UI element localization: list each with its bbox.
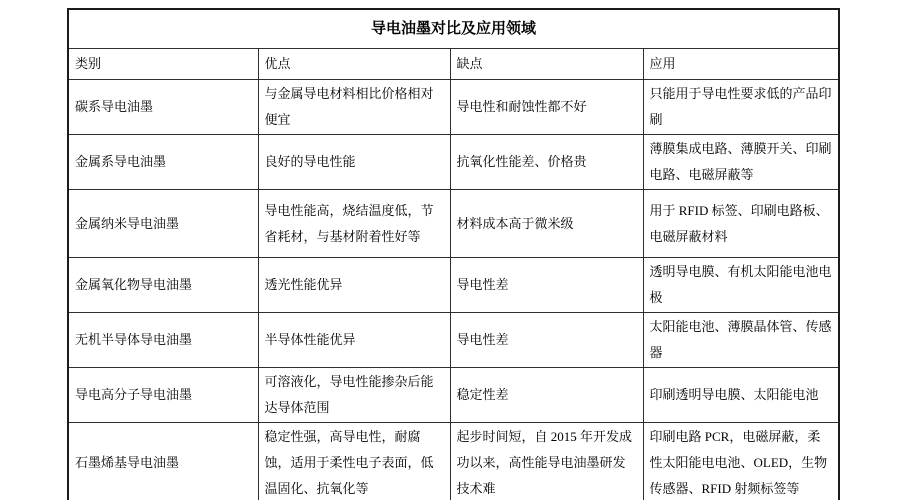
- cell-pros: 可溶液化，导电性能掺杂后能达导体范围: [258, 368, 450, 423]
- table-row: [68, 313, 839, 368]
- column-header-cons: 缺点: [450, 49, 643, 80]
- column-header-pros: 优点: [258, 49, 450, 80]
- cell-cons: 材料成本高于微米级: [450, 190, 643, 258]
- cell-category: 金属系导电油墨: [68, 135, 258, 190]
- table-header-row: [68, 49, 839, 80]
- cell-cons: 抗氧化性能差、价格贵: [450, 135, 643, 190]
- table-title-row: [68, 9, 839, 49]
- cell-category: 碳系导电油墨: [68, 80, 258, 135]
- table-row: [68, 135, 839, 190]
- cell-pros: 稳定性强，高导电性，耐腐蚀，适用于柔性电子表面，低温固化、抗氧化等: [258, 423, 450, 500]
- table-row: [68, 423, 839, 500]
- cell-applications: 薄膜集成电路、薄膜开关、印刷电路、电磁屏蔽等: [643, 135, 839, 190]
- table-row: [68, 258, 839, 313]
- cell-applications: 印刷透明导电膜、太阳能电池: [643, 368, 839, 423]
- cell-category: 导电高分子导电油墨: [68, 368, 258, 423]
- conductive-ink-table: [67, 8, 840, 500]
- cell-applications: 只能用于导电性要求低的产品印刷: [643, 80, 839, 135]
- cell-category: 无机半导体导电油墨: [68, 313, 258, 368]
- cell-category: 金属氧化物导电油墨: [68, 258, 258, 313]
- cell-pros: 半导体性能优异: [258, 313, 450, 368]
- table-row: [68, 368, 839, 423]
- table-body: [68, 80, 839, 500]
- cell-cons: 起步时间短，自 2015 年开发成功以来，高性能导电油墨研发技术难: [450, 423, 643, 500]
- cell-applications: 印刷电路 PCR，电磁屏蔽，柔性太阳能电电池、OLED，生物传感器、RFID 射频标签等: [643, 423, 839, 500]
- table-row: [68, 190, 839, 258]
- cell-pros: 良好的导电性能: [258, 135, 450, 190]
- cell-applications: 太阳能电池、薄膜晶体管、传感器: [643, 313, 839, 368]
- cell-pros: 导电性能高，烧结温度低，节省耗材，与基材附着性好等: [258, 190, 450, 258]
- column-header-category: 类别: [68, 49, 258, 80]
- cell-category: 金属纳米导电油墨: [68, 190, 258, 258]
- table-row: [68, 80, 839, 135]
- cell-pros: 与金属导电材料相比价格相对便宜: [258, 80, 450, 135]
- cell-cons: 导电性差: [450, 258, 643, 313]
- cell-applications: 用于 RFID 标签、印刷电路板、电磁屏蔽材料: [643, 190, 839, 258]
- table-title: 导电油墨对比及应用领域: [68, 9, 839, 49]
- cell-cons: 导电性和耐蚀性都不好: [450, 80, 643, 135]
- cell-cons: 稳定性差: [450, 368, 643, 423]
- cell-applications: 透明导电膜、有机太阳能电池电极: [643, 258, 839, 313]
- column-header-applications: 应用: [643, 49, 839, 80]
- cell-cons: 导电性差: [450, 313, 643, 368]
- cell-category: 石墨烯基导电油墨: [68, 423, 258, 500]
- cell-pros: 透光性能优异: [258, 258, 450, 313]
